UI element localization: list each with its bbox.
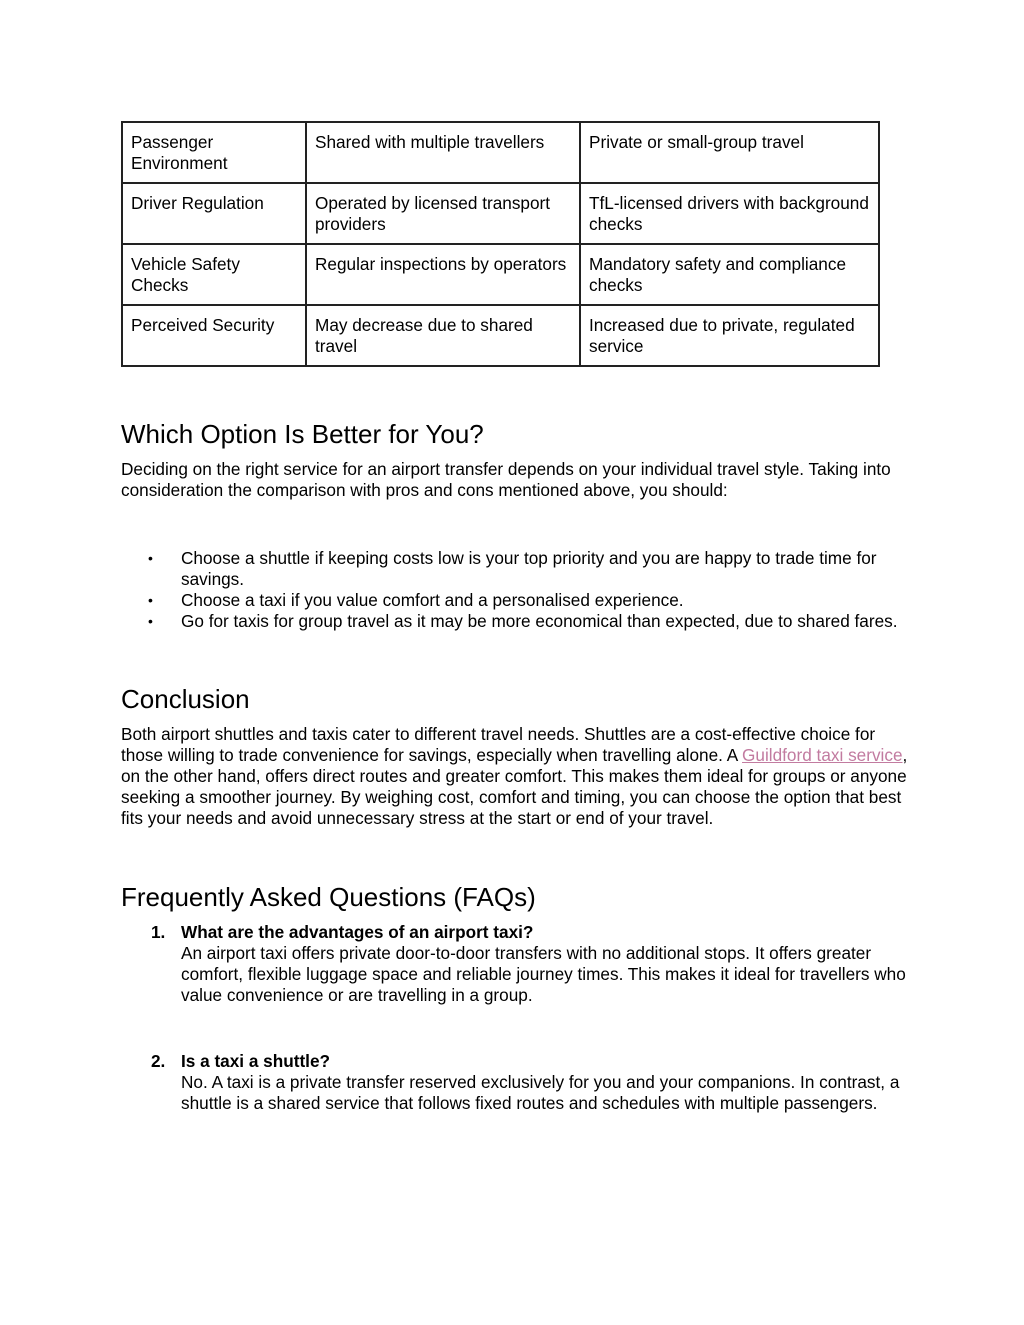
table-cell-taxi: TfL-licensed drivers with background checks [580, 183, 879, 244]
bullet-icon: • [148, 613, 153, 629]
table-cell-criterion: Perceived Security [122, 305, 306, 366]
list-item [121, 590, 911, 611]
comparison-table [121, 121, 880, 367]
faq-item [121, 1051, 911, 1114]
table-row [122, 122, 879, 183]
faq-number: 2. [151, 1051, 166, 1071]
table-cell-taxi: Private or small-group travel [580, 122, 879, 183]
faq-question: Is a taxi a shuttle? [181, 1051, 331, 1071]
table-cell-criterion: Vehicle Safety Checks [122, 244, 306, 305]
list-item [121, 548, 911, 590]
faqs-heading: Frequently Asked Questions (FAQs) [121, 882, 536, 912]
faq-answer: An airport taxi offers private door-to-door transfers with no additional stops. It offers greater comfort, flexible luggage space and reliable journey times. This makes it ideal for travellers who value convenience or are travelling in a group. [181, 943, 906, 1005]
table-cell-shuttle: Shared with multiple travellers [306, 122, 580, 183]
table-cell-taxi: Increased due to private, regulated service [580, 305, 879, 366]
table-cell-shuttle: Regular inspections by operators [306, 244, 580, 305]
faq-question: What are the advantages of an airport taxi? [181, 922, 534, 942]
table-cell-criterion: Passenger Environment [122, 122, 306, 183]
faq-answer: No. A taxi is a private transfer reserved exclusively for you and your companions. In contrast, a shuttle is a shared service that follows fixed routes and schedules with multiple passengers. [181, 1072, 900, 1113]
conclusion-paragraph [121, 724, 911, 829]
list-item-text: Choose a taxi if you value comfort and a personalised experience. [181, 590, 684, 610]
table-row [122, 305, 879, 366]
table-row [122, 183, 879, 244]
bullet-icon: • [148, 550, 153, 566]
faq-item [121, 922, 911, 1006]
conclusion-text-start: Both airport shuttles and taxis cater to different travel needs. Shuttles are a cost-effective choice for those willing to trade convenience for savings, especially when travelling alone. A [121, 724, 876, 765]
list-item-text: Go for taxis for group travel as it may be more economical than expected, due to shared fares. [181, 611, 898, 631]
list-item-text: Choose a shuttle if keeping costs low is your top priority and you are happy to trade time for savings. [181, 548, 877, 589]
faq-list [121, 922, 911, 1114]
conclusion-heading: Conclusion [121, 684, 250, 714]
table-cell-taxi: Mandatory safety and compliance checks [580, 244, 879, 305]
which-option-intro: Deciding on the right service for an airport transfer depends on your individual travel style. Taking into consideration the comparison with pros and cons mentioned above, you should: [121, 459, 891, 500]
table-cell-shuttle: Operated by licensed transport providers [306, 183, 580, 244]
recommendation-list [121, 548, 911, 632]
table-cell-criterion: Driver Regulation [122, 183, 306, 244]
conclusion-text-end: , on the other hand, offers direct routes and greater comfort. This makes them ideal for groups or anyone seeking a smoother journey. By weighing cost, comfort and timing, you can choose the option that best fits your needs and avoid unnecessary stress at the start or end of your travel. [121, 745, 908, 828]
guildford-taxi-service-link[interactable]: Guildford taxi service [742, 745, 903, 765]
list-item [121, 611, 911, 632]
which-option-heading: Which Option Is Better for You? [121, 419, 484, 449]
table-row [122, 244, 879, 305]
faq-number: 1. [151, 922, 166, 942]
table-cell-shuttle: May decrease due to shared travel [306, 305, 580, 366]
bullet-icon: • [148, 592, 153, 608]
